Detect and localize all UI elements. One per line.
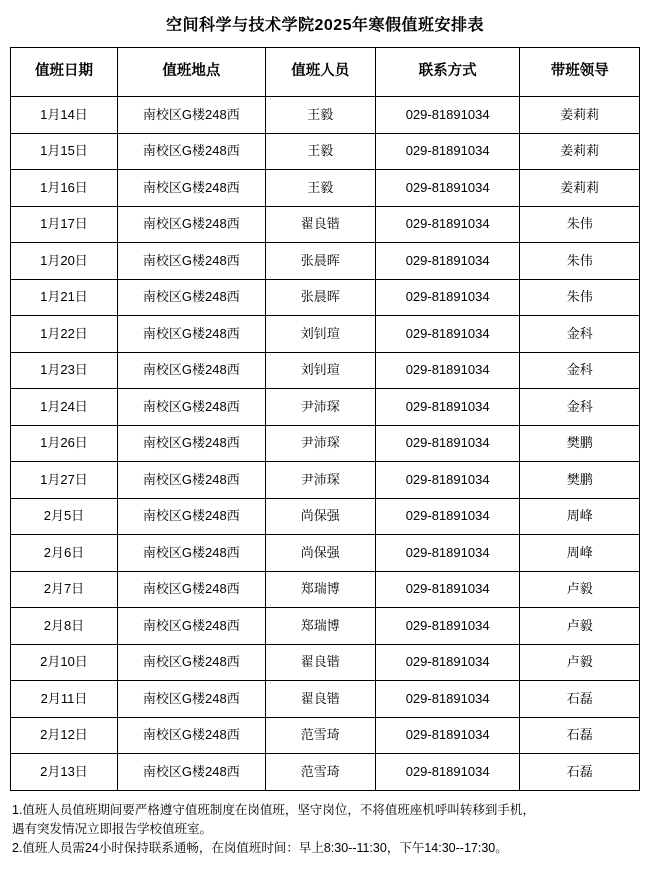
- cell-location: 南校区G楼248西: [117, 571, 265, 608]
- cell-person: 尹沛琛: [265, 462, 375, 499]
- table-row: [11, 571, 640, 608]
- cell-contact: 029-81891034: [375, 425, 520, 462]
- cell-leader: 姜莉莉: [520, 170, 640, 207]
- cell-leader: 卢毅: [520, 644, 640, 681]
- cell-person: 郑瑞博: [265, 571, 375, 608]
- table-row: [11, 462, 640, 499]
- table-row: [11, 133, 640, 170]
- cell-date: 2月13日: [11, 754, 118, 791]
- cell-contact: 029-81891034: [375, 243, 520, 280]
- cell-contact: 029-81891034: [375, 608, 520, 645]
- column-header-location: 值班地点: [117, 48, 265, 97]
- cell-date: 2月5日: [11, 498, 118, 535]
- column-header-contact: 联系方式: [375, 48, 520, 97]
- cell-person: 郑瑞博: [265, 608, 375, 645]
- cell-date: 1月24日: [11, 389, 118, 426]
- cell-contact: 029-81891034: [375, 389, 520, 426]
- cell-leader: 石磊: [520, 681, 640, 718]
- cell-date: 1月20日: [11, 243, 118, 280]
- cell-person: 王毅: [265, 97, 375, 134]
- cell-date: 2月11日: [11, 681, 118, 718]
- cell-date: 1月27日: [11, 462, 118, 499]
- cell-leader: 石磊: [520, 754, 640, 791]
- cell-leader: 石磊: [520, 717, 640, 754]
- cell-location: 南校区G楼248西: [117, 97, 265, 134]
- cell-contact: 029-81891034: [375, 170, 520, 207]
- cell-leader: 周峰: [520, 498, 640, 535]
- cell-person: 范雪琦: [265, 754, 375, 791]
- cell-location: 南校区G楼248西: [117, 462, 265, 499]
- cell-person: 尚保强: [265, 535, 375, 572]
- cell-contact: 029-81891034: [375, 279, 520, 316]
- table-row: [11, 717, 640, 754]
- cell-date: 1月15日: [11, 133, 118, 170]
- cell-person: 尹沛琛: [265, 389, 375, 426]
- cell-location: 南校区G楼248西: [117, 279, 265, 316]
- table-body: [11, 97, 640, 791]
- duty-schedule-table: [10, 47, 640, 791]
- cell-location: 南校区G楼248西: [117, 644, 265, 681]
- table-row: [11, 316, 640, 353]
- cell-contact: 029-81891034: [375, 316, 520, 353]
- cell-date: 2月12日: [11, 717, 118, 754]
- cell-date: 2月10日: [11, 644, 118, 681]
- cell-date: 2月8日: [11, 608, 118, 645]
- table-header-row: [11, 48, 640, 97]
- table-row: [11, 681, 640, 718]
- cell-contact: 029-81891034: [375, 535, 520, 572]
- cell-leader: 姜莉莉: [520, 97, 640, 134]
- cell-date: 2月7日: [11, 571, 118, 608]
- cell-contact: 029-81891034: [375, 97, 520, 134]
- cell-person: 王毅: [265, 133, 375, 170]
- cell-date: 1月22日: [11, 316, 118, 353]
- cell-person: 翟良锴: [265, 681, 375, 718]
- cell-contact: 029-81891034: [375, 133, 520, 170]
- page-title: 空间科学与技术学院2025年寒假值班安排表: [165, 17, 485, 34]
- table-row: [11, 535, 640, 572]
- cell-location: 南校区G楼248西: [117, 608, 265, 645]
- cell-location: 南校区G楼248西: [117, 535, 265, 572]
- footer-notes: [10, 801, 640, 859]
- cell-person: 王毅: [265, 170, 375, 207]
- cell-date: 1月14日: [11, 97, 118, 134]
- cell-location: 南校区G楼248西: [117, 754, 265, 791]
- cell-contact: 029-81891034: [375, 681, 520, 718]
- cell-leader: 卢毅: [520, 608, 640, 645]
- cell-person: 范雪琦: [265, 717, 375, 754]
- cell-contact: 029-81891034: [375, 498, 520, 535]
- cell-date: 1月23日: [11, 352, 118, 389]
- cell-person: 刘钊瑄: [265, 316, 375, 353]
- table-header: [11, 48, 640, 97]
- cell-location: 南校区G楼248西: [117, 170, 265, 207]
- cell-leader: 朱伟: [520, 279, 640, 316]
- cell-contact: 029-81891034: [375, 571, 520, 608]
- cell-location: 南校区G楼248西: [117, 352, 265, 389]
- cell-person: 张晨晖: [265, 243, 375, 280]
- cell-leader: 樊鹏: [520, 462, 640, 499]
- cell-location: 南校区G楼248西: [117, 206, 265, 243]
- table-row: [11, 352, 640, 389]
- cell-contact: 029-81891034: [375, 717, 520, 754]
- table-row: [11, 644, 640, 681]
- cell-location: 南校区G楼248西: [117, 243, 265, 280]
- cell-leader: 金科: [520, 389, 640, 426]
- cell-person: 尹沛琛: [265, 425, 375, 462]
- cell-person: 翟良锴: [265, 206, 375, 243]
- cell-location: 南校区G楼248西: [117, 681, 265, 718]
- note-line-3: 2.值班人员需24小时保持联系通畅，在岗值班时间：早上8:30--11:30，下午14:30--17:30。: [12, 841, 508, 856]
- cell-location: 南校区G楼248西: [117, 133, 265, 170]
- table-row: [11, 243, 640, 280]
- cell-leader: 卢毅: [520, 571, 640, 608]
- cell-leader: 金科: [520, 352, 640, 389]
- cell-contact: 029-81891034: [375, 462, 520, 499]
- cell-person: 刘钊瑄: [265, 352, 375, 389]
- cell-date: 1月17日: [11, 206, 118, 243]
- cell-person: 翟良锴: [265, 644, 375, 681]
- cell-person: 尚保强: [265, 498, 375, 535]
- column-header-date: 值班日期: [11, 48, 118, 97]
- cell-date: 1月16日: [11, 170, 118, 207]
- cell-location: 南校区G楼248西: [117, 389, 265, 426]
- table-row: [11, 170, 640, 207]
- cell-person: 张晨晖: [265, 279, 375, 316]
- column-header-person: 值班人员: [265, 48, 375, 97]
- table-row: [11, 97, 640, 134]
- cell-date: 2月6日: [11, 535, 118, 572]
- column-header-leader: 带班领导: [520, 48, 640, 97]
- table-row: [11, 206, 640, 243]
- cell-date: 1月21日: [11, 279, 118, 316]
- cell-contact: 029-81891034: [375, 644, 520, 681]
- cell-location: 南校区G楼248西: [117, 425, 265, 462]
- table-row: [11, 389, 640, 426]
- cell-location: 南校区G楼248西: [117, 316, 265, 353]
- cell-location: 南校区G楼248西: [117, 498, 265, 535]
- cell-leader: 姜莉莉: [520, 133, 640, 170]
- cell-location: 南校区G楼248西: [117, 717, 265, 754]
- cell-leader: 朱伟: [520, 243, 640, 280]
- table-row: [11, 754, 640, 791]
- note-line-2: 遇有突发情况立即报告学校值班室。: [12, 822, 213, 837]
- table-row: [11, 608, 640, 645]
- cell-leader: 周峰: [520, 535, 640, 572]
- cell-date: 1月26日: [11, 425, 118, 462]
- table-row: [11, 425, 640, 462]
- cell-leader: 金科: [520, 316, 640, 353]
- note-line-1: 1.值班人员值班期间要严格遵守值班制度在岗值班，坚守岗位，不将值班座机呼叫转移到手机，: [12, 802, 535, 817]
- cell-leader: 樊鹏: [520, 425, 640, 462]
- cell-contact: 029-81891034: [375, 754, 520, 791]
- cell-leader: 朱伟: [520, 206, 640, 243]
- cell-contact: 029-81891034: [375, 206, 520, 243]
- table-row: [11, 498, 640, 535]
- cell-contact: 029-81891034: [375, 352, 520, 389]
- table-row: [11, 279, 640, 316]
